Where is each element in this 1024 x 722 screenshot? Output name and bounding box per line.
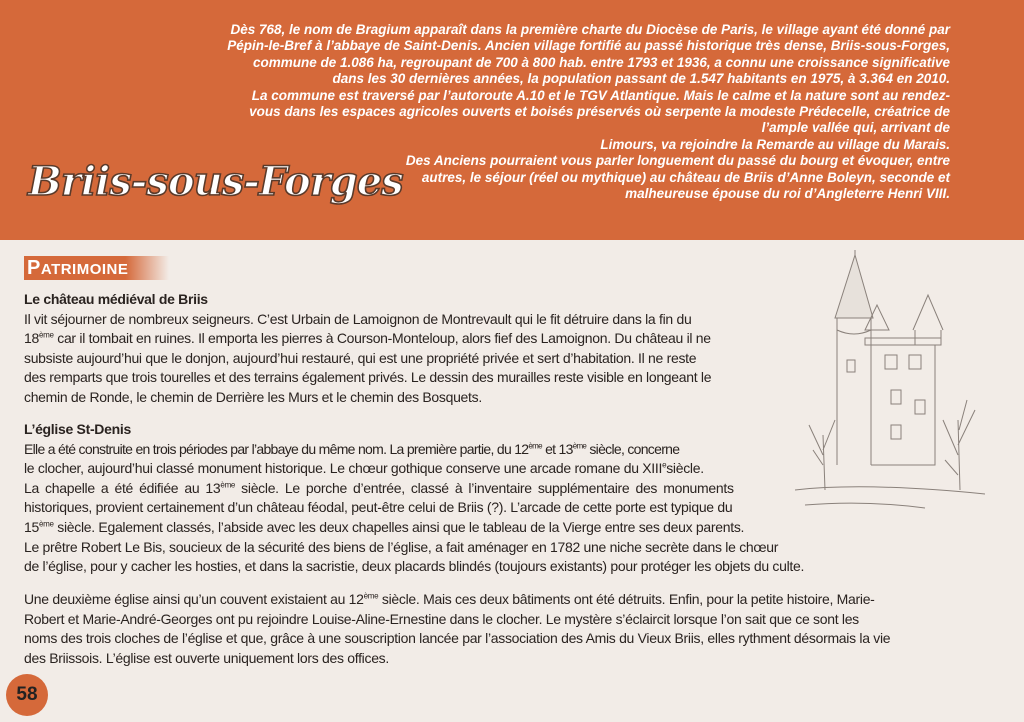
town-title: Briis-sous-Forges [28, 158, 403, 205]
section-title-cap: P [27, 257, 41, 279]
intro-line: vous dans les espaces agricoles ouverts et boisés préservés où serpente la modeste Prédecelle, créatrice de [249, 104, 950, 120]
intro-line: l’ample vallée qui, arrivant de [761, 120, 950, 136]
church-line-text: La chapelle a été édifiée au 13 [24, 479, 221, 496]
church-line: historiques, provient certainement d’un château féodal, peut-être celui de Briis (?). L’arcade de cette porte est typique du [24, 499, 733, 516]
church-line: Le prêtre Robert Le Bis, soucieux de la sécurité des biens de l’église, a fait aménager en 1782 une niche secrète dans le chœur [24, 538, 779, 555]
intro-line: dans les 30 dernières années, la population passant de 1.547 habitants en 1975, à 3.364 en 2010. [332, 71, 950, 87]
castle-line [24, 329, 711, 349]
page-number: 58 [6, 674, 48, 716]
intro-line: autres, le séjour (réel ou mythique) au château de Briis d’Anne Boleyn, seconde et [421, 169, 950, 185]
ordinal-suffix: ème [528, 440, 542, 450]
church-line [24, 479, 804, 499]
church-line [24, 518, 804, 538]
church-line-text: le clocher, aujourd’hui classé monument historique. Le chœur gothique conserve une arcade romane du XIII [24, 460, 663, 477]
castle-sketch-illustration [795, 250, 985, 550]
castle-line: des remparts que trois tourelles et des terrains également privés. Le dessin des murailles reste visible en longeant le [24, 369, 712, 386]
ordinal-suffix: ème [38, 330, 54, 340]
ordinal-suffix: ème [220, 480, 236, 490]
intro-line: malheureuse épouse du roi d’Angleterre Henri VIII. [625, 186, 950, 202]
castle-section [24, 290, 711, 408]
century-number: 18 [24, 330, 39, 347]
second-church-line: noms des trois cloches de l’église et que, grâce à une souscription lancée par l’association des Amis du Vieux Briis, elles rythment désormais la vie [24, 630, 891, 647]
church-line-text: siècle. Egalement classés, l’abside avec les deux chapelles ainsi que le tableau de la Vierge entre ses deux parents. [53, 518, 745, 535]
intro-line: Limours, va rejoindre la Remarde au village du Marais. [600, 136, 950, 152]
ordinal-suffix: ème [363, 591, 379, 601]
intro-line: commune de 1.086 ha, regroupant de 700 à 800 hab. entre 1793 et 1936, a connu une croissance significative [252, 54, 950, 70]
second-church-line [24, 590, 890, 610]
castle-line: Il vit séjourner de nombreux seigneurs. C’est Urbain de Lamoignon de Montrevault qui le fit détruire dans la fin du [24, 310, 692, 327]
intro-line: Pépin-le-Bref à l’abbaye de Saint-Denis. Ancien village fortifié au passé historique très dense, Briis-sous-Forges, [227, 38, 950, 54]
intro-line: La commune est traversé par l’autoroute A.10 et le TGV Atlantique. Mais le calme et la nature sont au rendez- [251, 87, 950, 103]
second-church-section [24, 590, 890, 668]
castle-line: subsiste aujourd’hui que le donjon, aujourd’hui restauré, qui est une propriété privée et sert d’habitation. Il ne reste [24, 349, 697, 366]
church-line [24, 440, 804, 460]
section-title-rest: ATRIMOINE [40, 261, 129, 278]
second-church-line: des Briissois. L’église est ouverte uniquement lors des offices. [24, 649, 389, 666]
castle-heading: Le château médiéval de Briis [24, 291, 208, 307]
intro-line: Des Anciens pourraient vous parler longuement du passé du bourg et évoquer, entre [405, 153, 950, 169]
church-line-text: siècle. Le porche d’entrée, classé à l’inventaire supplémentaire des monuments [235, 479, 734, 496]
castle-line-text: car il tombait en ruines. Il emporta les pierres à Courson-Monteloup, alors fief des Lamoignon. Du château il ne [53, 330, 711, 347]
second-church-line-text: Une deuxième église ainsi qu’un couvent existaient au 12 [24, 591, 364, 607]
ordinal-suffix: ème [38, 519, 54, 529]
second-church-line: Robert et Marie-André-Georges ont pu rejoindre Louise-Aline-Ernestine dans le clocher. Le mystère s’éclaircit lorsque l’on sait que ce sont les [24, 610, 859, 627]
intro-line: Dès 768, le nom de Bragium apparaît dans la première charte du Diocèse de Paris, le village ayant été donné par [230, 22, 950, 37]
church-section [24, 420, 804, 577]
church-line-text: siècle. [666, 460, 704, 477]
church-line-text: siècle, concerne [586, 440, 680, 457]
church-line: de l’église, pour y cacher les hosties, et dans la sacristie, deux placards blindés (toujours existants) pour protéger les objets du culte. [24, 558, 805, 575]
ordinal-suffix: e [662, 460, 667, 470]
century-number: 15 [24, 518, 39, 535]
castle-line: chemin de Ronde, le chemin de Derrière les Murs et le chemin des Bosquets. [24, 388, 482, 405]
church-line [24, 459, 804, 479]
church-line-text: Elle a été construite en trois périodes par l’abbaye du même nom. La première partie, du 12 [24, 440, 529, 457]
ordinal-suffix: ème [572, 440, 587, 450]
header-banner [0, 0, 1024, 240]
section-title-patrimoine [24, 256, 169, 280]
second-church-line-text: siècle. Mais ces deux bâtiments ont été détruits. Enfin, pour la petite histoire, Marie- [378, 591, 875, 607]
church-line-text: et 13 [541, 440, 573, 457]
church-heading: L’église St-Denis [24, 421, 131, 437]
